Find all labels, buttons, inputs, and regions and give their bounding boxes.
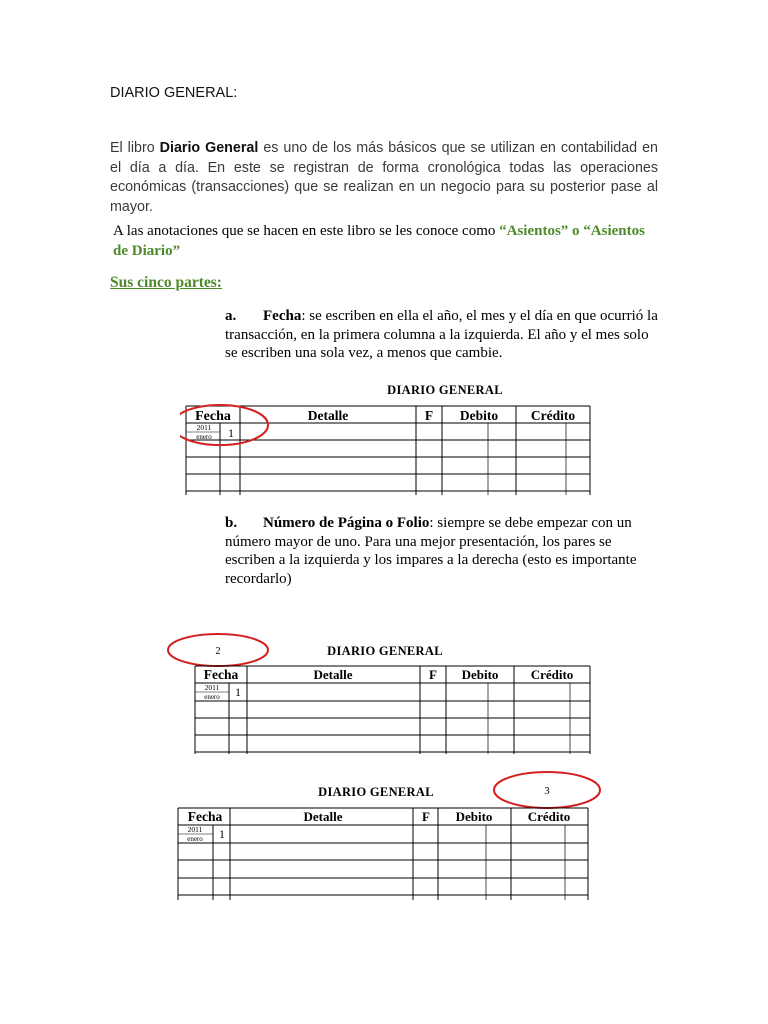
header-detalle: Detalle — [303, 809, 343, 824]
cell-day: 1 — [228, 426, 234, 440]
journal-table-3 — [170, 768, 610, 903]
asientos-highlight: “Asientos” o “Asientos de Diario” — [113, 223, 645, 259]
circle-label: 2 — [215, 646, 221, 657]
asientos-paragraph — [113, 221, 663, 261]
cell-day: 1 — [219, 827, 225, 841]
cell-month: enero — [204, 693, 220, 701]
cell-month: enero — [187, 835, 203, 843]
list-item-letter: a. — [225, 308, 237, 324]
document-title-colon: : — [233, 85, 238, 101]
intro-paragraph — [110, 139, 658, 217]
list-item-b — [225, 514, 660, 588]
circle-label: 3 — [544, 786, 550, 797]
cell-day: 1 — [235, 685, 241, 699]
header-fecha: Fecha — [187, 809, 223, 824]
header-f: F — [429, 667, 437, 682]
journal-table-2 — [160, 628, 600, 758]
document-title-text: DIARIO GENERAL — [110, 85, 234, 101]
list-item-head: Número de Página o Folio — [263, 515, 430, 531]
intro-text-1: El libro — [110, 140, 160, 156]
header-debito: Debito — [461, 667, 499, 682]
list-item-a — [225, 307, 660, 363]
cell-year: 2011 — [187, 825, 203, 834]
list-item-head: Fecha — [263, 308, 302, 324]
header-fecha: Fecha — [203, 667, 239, 682]
journal-table-1 — [180, 375, 600, 500]
header-f: F — [422, 809, 430, 824]
header-debito: Debito — [459, 408, 499, 423]
header-detalle: Detalle — [307, 408, 349, 423]
header-debito: Debito — [455, 809, 493, 824]
header-credito: Crédito — [530, 667, 574, 682]
header-f: F — [424, 408, 434, 423]
header-credito: Crédito — [527, 809, 571, 824]
cell-month: enero — [196, 433, 212, 441]
table-title: DIARIO GENERAL — [318, 785, 434, 799]
cell-year: 2011 — [196, 423, 212, 432]
document-title — [110, 85, 237, 101]
asientos-text: A las anotaciones que se hacen en este libro se les conoce como — [113, 223, 500, 239]
header-fecha: Fecha — [195, 409, 231, 424]
header-credito: Crédito — [530, 408, 576, 423]
intro-bold-term: Diario General — [159, 140, 259, 156]
section-heading: Sus cinco partes: — [110, 274, 222, 291]
cell-year: 2011 — [204, 683, 220, 692]
intro-text-2: es uno de los más básicos que se utilizan en contabilidad en el día a día. En este se registran de forma cronológica todas las operaciones económicas (transacciones) que se realizan en un negocio para su posterior pase al mayor. — [110, 140, 658, 215]
list-item-letter: b. — [225, 515, 238, 531]
table-title: DIARIO GENERAL — [387, 383, 503, 397]
table-title: DIARIO GENERAL — [327, 644, 443, 658]
list-item-text: : siempre se debe empezar con un número mayor de uno. Para una mejor presentación, los pares se escriben a la izquierda y los impares a la derecha (esto es importante recordarlo) — [225, 515, 637, 587]
list-item-text: : se escriben en ella el año, el mes y el día en que ocurrió la transacción, en la primera columna a la izquierda. El año y el mes solo se escriben una sola vez, a menos que cambie. — [225, 308, 658, 361]
header-detalle: Detalle — [313, 667, 353, 682]
